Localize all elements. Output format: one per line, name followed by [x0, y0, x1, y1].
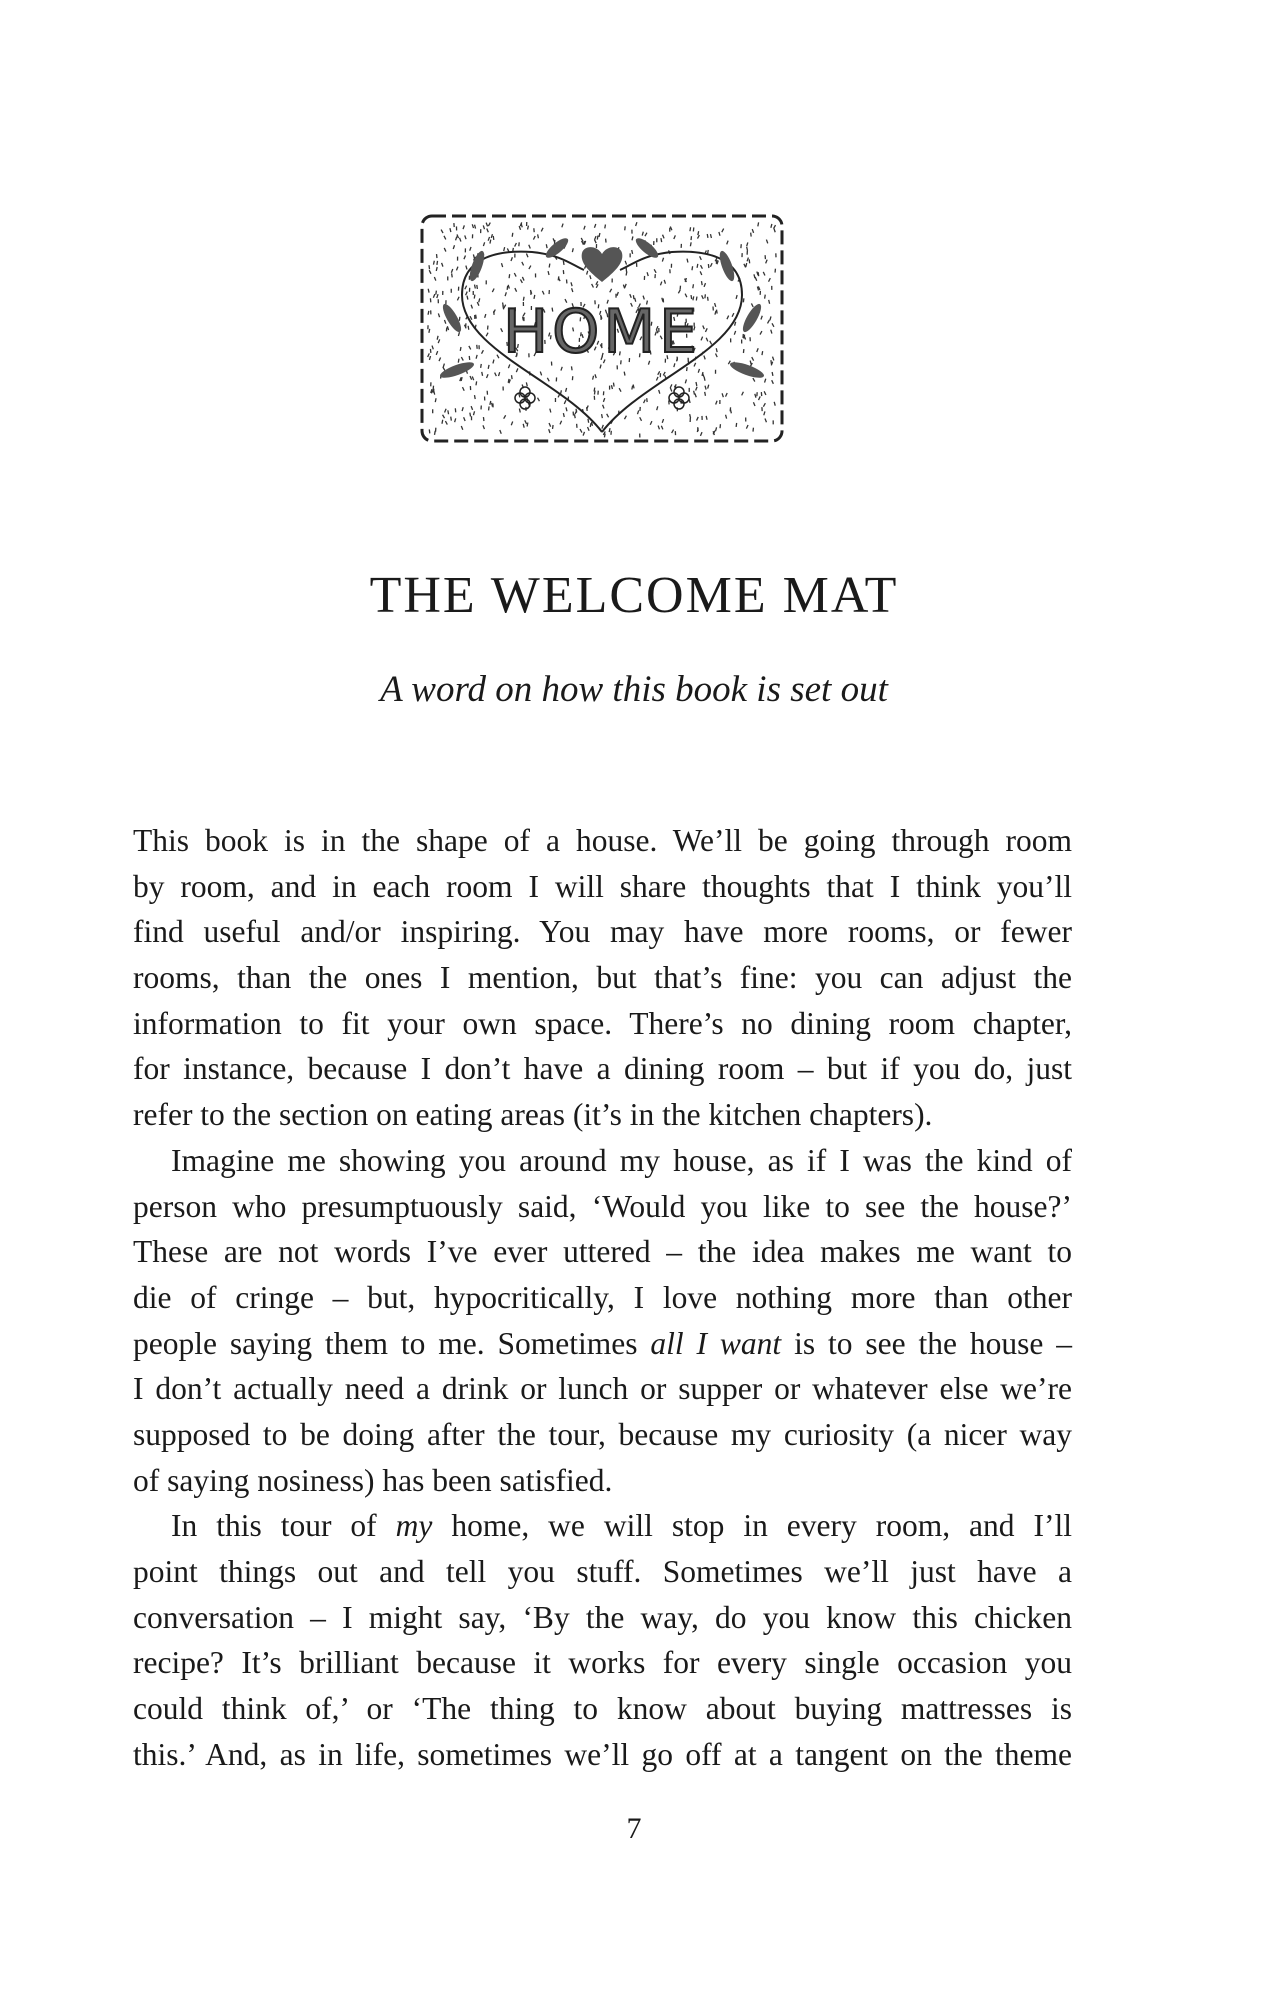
- text-line: [133, 1138, 1072, 1184]
- text-line: [133, 1640, 1072, 1686]
- text-segment: rooms, than the ones I mention, but that’s fine: you can adjust the: [133, 960, 1072, 996]
- italic-text: my: [395, 1508, 433, 1544]
- text-segment: could think of,’ or ‘The thing to know about buying mattresses is: [133, 1691, 1072, 1727]
- text-segment: people saying them to me. Sometimes: [133, 1325, 651, 1361]
- text-line: [133, 1549, 1072, 1595]
- text-segment: I don’t actually need a drink or lunch or supper or whatever else we’re: [133, 1371, 1072, 1407]
- text-segment: information to fit your own space. There’s no dining room chapter,: [133, 1005, 1072, 1041]
- text-line: [133, 1412, 1072, 1458]
- text-segment: person who presumptuously said, ‘Would you like to see the house?’: [133, 1188, 1072, 1224]
- heart-icon: [582, 247, 623, 282]
- page-number: 7: [626, 1812, 642, 1845]
- body-text: [133, 818, 1072, 1777]
- text-line: [133, 1092, 1072, 1138]
- text-line: [133, 1458, 1072, 1504]
- text-segment: for instance, because I don’t have a dining room – but if you do, just: [133, 1051, 1072, 1087]
- text-segment: conversation – I might say, ‘By the way, do you know this chicken: [133, 1599, 1072, 1635]
- text-segment: find useful and/or inspiring. You may have more rooms, or fewer: [133, 914, 1072, 950]
- text-segment: These are not words I’ve ever uttered – the idea makes me want to: [133, 1234, 1072, 1270]
- text-segment: this.’ And, as in life, sometimes we’ll go off at a tangent on the theme: [133, 1736, 1072, 1772]
- text-line: [133, 1366, 1072, 1412]
- text-line: [133, 1001, 1072, 1047]
- text-line: [133, 1321, 1072, 1367]
- text-line: [133, 1595, 1072, 1641]
- text-segment: Imagine me showing you around my house, as if I was the kind of: [171, 1142, 1072, 1178]
- text-line: [133, 1184, 1072, 1230]
- text-segment: is to see the house –: [781, 1325, 1072, 1361]
- text-line: [133, 818, 1072, 864]
- chapter-subtitle: A word on how this book is set out: [380, 669, 888, 710]
- text-segment: recipe? It’s brilliant because it works for every single occasion you: [133, 1645, 1072, 1681]
- text-segment: of saying nosiness) has been satisfied.: [133, 1462, 613, 1498]
- text-segment: home, we will stop in every room, and I’ll: [432, 1508, 1072, 1544]
- chapter-title: THE WELCOME MAT: [369, 567, 899, 624]
- text-line: [133, 1275, 1072, 1321]
- text-segment: In this tour of: [171, 1508, 396, 1544]
- text-segment: die of cringe – but, hypocritically, I love nothing more than other: [133, 1279, 1072, 1315]
- text-segment: This book is in the shape of a house. We’ll be going through room: [133, 823, 1072, 858]
- home-mat-illustration: [412, 200, 792, 450]
- text-line: [133, 955, 1072, 1001]
- text-segment: refer to the section on eating areas (it’s in the kitchen chapters).: [133, 1097, 933, 1133]
- text-line: [133, 909, 1072, 955]
- text-line: [133, 864, 1072, 910]
- text-line: [133, 1503, 1072, 1549]
- text-segment: by room, and in each room I will share thoughts that I think you’ll: [133, 868, 1072, 904]
- text-line: [133, 1732, 1072, 1778]
- flower-icons: [515, 387, 689, 409]
- italic-text: all I want: [650, 1325, 782, 1361]
- text-segment: point things out and tell you stuff. Sometimes we’ll just have a: [133, 1554, 1072, 1589]
- text-line: [133, 1046, 1072, 1092]
- text-segment: supposed to be doing after the tour, because my curiosity (a nicer way: [133, 1416, 1072, 1452]
- text-line: [133, 1229, 1072, 1275]
- home-lettering: HOME: [502, 297, 702, 367]
- text-line: [133, 1686, 1072, 1732]
